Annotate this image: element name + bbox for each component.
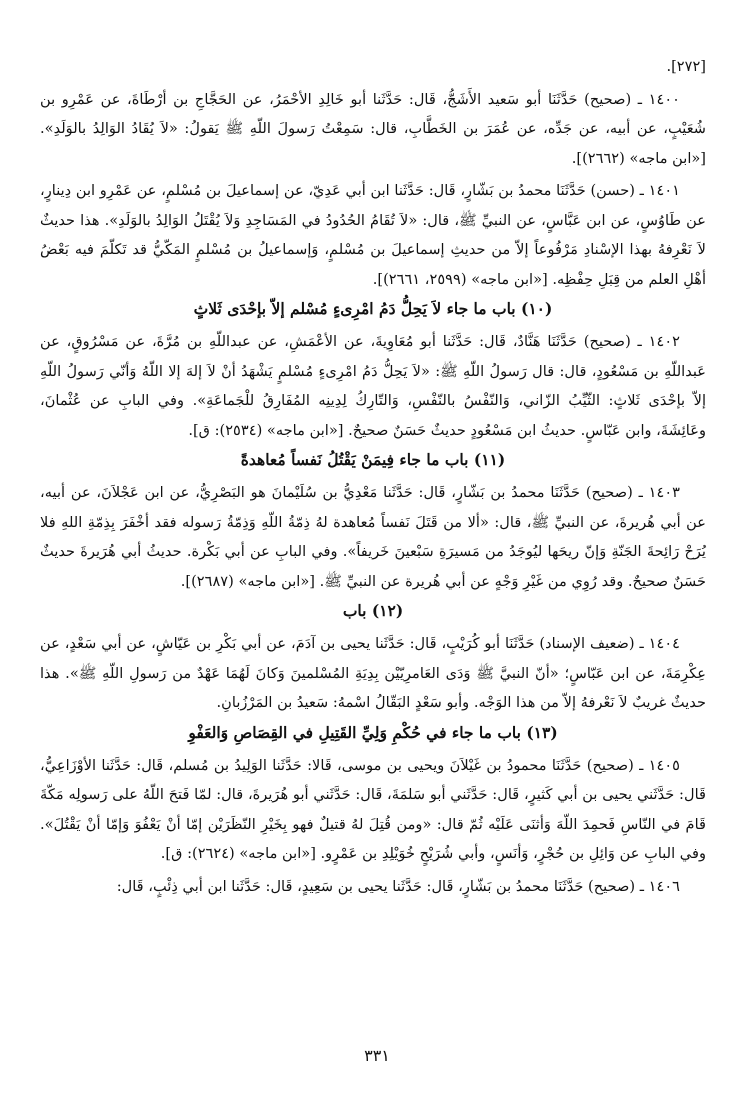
hadith-1404: ١٤٠٤ ـ (ضعيف الإسناد) حَدَّثَنَا أبو كُرَيْبٍ، قَال: حَدَّثَنا يحيى بن آدَمَ، عن أبي بَكْرِ بن عَيّاشٍ، عن أبي سَعْدٍ، عن عِكْرِمَةَ، عن ابن عَبّاسٍ؛ «أنّ النبيَّ ﷺ وَدَى العَامرِيّيْن بِدِيَةِ المُسْلمينَ وَكانَ لَهُمَا عَهْدٌ من رَسولِ اللّهِ ﷺ». هذا حديثٌ غريبٌ لاَ نَعْرفهُ إلاّ من هذا الوَجْه. وأبو سَعْدٍ البَقّالُ اسْمهُ: سَعيدُ بن المَرْزُبانِ. [40, 635, 706, 711]
hadith-1405: ١٤٠٥ ـ (صحيح) حَدَّثَنَا محمودُ بن غَيْلاَنَ ويحيى بن موسى، قَالا: حَدَّثَنا الوَلِيدُ بن مُسلم، قَال: حَدَّثَنا الأوْزَاعِيُّ، قَال: حَدَّثَني يحيى بن أبي كَثيرٍ، قَال: حَدَّثَني أبو سَلمَةَ، قَال: حَدَّثَني أبو هُرَيرةَ، قال: لمّا فَتحَ اللّهُ على رَسولِه مَكّةَ قَامَ في النّاسِ فَحمِدَ اللّهَ وَأثنَى عَلَيْه ثُمّ قال: «ومن قُتِلَ لهُ قتيلٌ فهو بِخَيْرِ النّظَرَيْن إمّا أنْ يَعْفُوَ وَإمّا أنْ يَقْتُلَ». وفي البابِ عن وَائِلِ بن حُجْرٍ، وَأنَسٍ، وأبي شُرَيْحٍ خُوَيْلِدِ بن عَمْرٍو. [«ابن ماجه» (٢٦٢٤): ق]. [40, 756, 706, 862]
chapter-heading-11: (١١) باب ما جاء فِيمَنْ يَقْتُلُ نَفساً مُعاهدةً [240, 450, 506, 469]
hadith-1401: ١٤٠١ ـ (حسن) حَدَّثَنَا محمدُ بن بَشّارٍ، قَال: حَدَّثَنا ابن أبي عَدِيّ، عن إسماعيلَ بن مُسْلمٍ، عن عَمْرِو ابن دِينارٍ، عن طَاوُسٍ، عن ابن عَبَّاسٍ، عن النبيِّ ﷺ، قال: «لاَ تُقَامُ الحُدُودُ في المَسَاجِدِ وَلاَ يُقْتَلُ الوَالِدُ بالوَلَدِ». هذا حديثٌ لاَ نَعْرِفهُ بهذا الإسْنادِ مَرْفُوعاً إلاّ من حديثِ إسماعيلَ بن مُسْلمٍ، وَإسماعيلُ بن مُسْلمٍ المَكّيُّ قد تَكلّمَ فيه بَعْضُ أهْلِ العلم من قِبَلِ حِفْظِه. [«ابن ماجه» (٢٥٩٩، ٢٦٦١)]. [40, 182, 706, 288]
hadith-1406: ١٤٠٦ ـ (صحيح) حَدَّثَنَا محمدُ بن بَشّارٍ، قَال: حَدَّثَنا يحيى بن سَعِيدٍ، قَال: حَدَّثَنا ابن أبي ذِئْبٍ، قَال: [116, 877, 680, 895]
hadith-1403: ١٤٠٣ ـ (صحيح) حَدَّثَنَا محمدُ بن بَشّارٍ، قَال: حَدَّثَنا مَعْدِيُّ بن سُلَيْمانَ هو البَصْرِيُّ، عن ابن عَجْلاَنَ، عن أبيه، عن أبي هُريرةَ، عن النبيِّ ﷺ، قال: «ألا من قَتَلَ نَفساً مُعاهدة لهُ ذِمّةُ اللّهِ وَذِمّةُ رَسوله فقد أخْفَرَ بِذِمّةِ اللهِ فلا يُرَحْ رَائِحةَ الجَنّةِ وَإنّ ريحَها ليُوجَدُ من مَسيرَةِ سَبْعينَ خَريفاً». وفي البابِ عن أبي بَكْرة. حديثُ أبي هُرَيرةَ حديثٌ حَسَنٌ صحيحٌ. وقد رُوِي من غَيْرِ وَجْهٍ عن أبي هُريرة عن النبيِّ ﷺ. [«ابن ماجه» (٢٦٨٧)]. [40, 484, 706, 590]
hadith-1400: ١٤٠٠ ـ (صحيح) حَدَّثَنَا أبو سَعيد الأَشَجُّ، قَال: حَدَّثَنا أبو خَالِدِ الأحْمَرُ، عن الحَجَّاجِ بن أرْطَاةَ، عن عَمْرِو بن شُعَيْبٍ، عن أبيه، عن جَدِّه، عن عُمَرَ بن الخَطَّابِ، قال: سَمِعْتُ رَسولَ اللّهِ ﷺ يَقولُ: «لاَ يُقَادُ الوَالِدُ بالوَلَدِ». [«ابن ماجه» (٢٦٦٢)]. [40, 90, 706, 167]
page-number: ٣٣١ [364, 1046, 390, 1065]
chapter-heading-13: (١٣) باب ما جاء في حُكْمِ وَلِيِّ القَتِيلِ في القِصَاصِ وَالعَفْوِ [188, 722, 558, 742]
chapter-heading-12: (١٢) باب [342, 601, 404, 620]
page-text [40, 52, 706, 901]
hadith-1402: ١٤٠٢ ـ (صحيح) حَدَّثَنَا هَنَّادٌ، قَال: حَدَّثَنا أبو مُعَاوِيةَ، عن الأعْمَشِ، عن عبداللّهِ بن مُرَّةَ، عن مَسْرُوقٍ، عن عَبداللّهِ بن مَسْعُودٍ، قال: قال رَسولُ اللّهِ ﷺ: «لاَ يَحِلُّ دَمُ امْرِىءٍ مُسْلمٍ يَشْهَدُ أنْ لاَ إلهَ إلا اللّهُ وَأنّي رَسولُ اللّهِ إلاّ بإحْدَى ثَلاثٍ: الثّيِّبُ الزّاني، وَالنّفْسُ بالنّفْسِ، وَالتّارِكُ لِدِينِه المُفَارِقُ للْجَماعَةِ». وفي البابِ عن عُثْمانَ، وعَائِشَةَ، وابن عَبّاسٍ. حديثُ ابن مَسْعُودٍ حديثٌ حَسَنٌ صحيحٌ. [«ابن ماجه» (٢٥٣٤): ق]. [40, 333, 706, 439]
chapter-heading-10: (١٠) باب ما جاء لاَ يَحِلُّ دَمُ امْرِىءٍ مُسْلم إلاّ بإحْدَى ثَلاثٍ [193, 299, 553, 318]
hadith-continuation: [٢٧٢]. [666, 58, 706, 75]
